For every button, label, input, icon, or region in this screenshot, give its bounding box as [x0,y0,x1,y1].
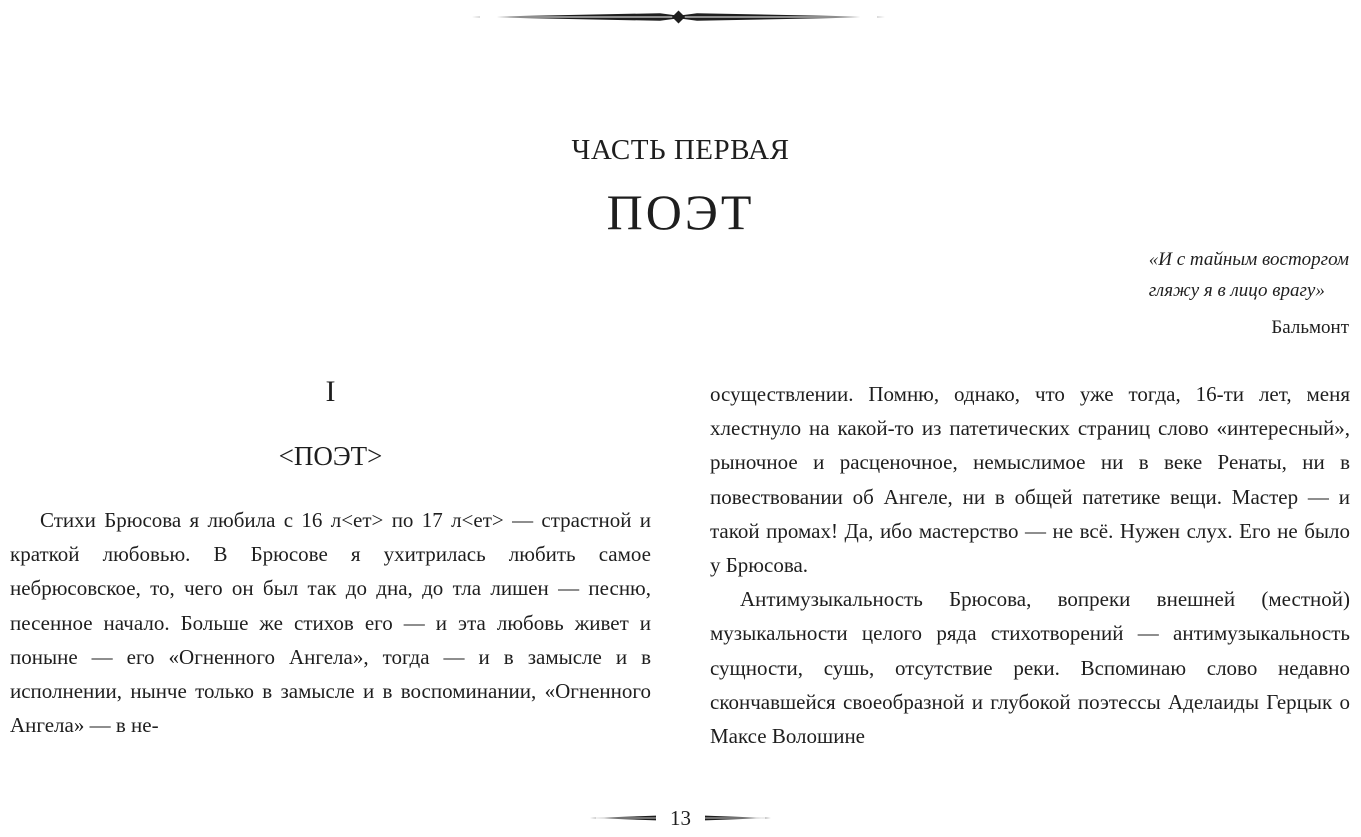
footer-ornament-right [705,813,771,823]
right-paragraph-2: Антимузыкальность Брюсова, вопреки внешней (местной) музыкальности целого ряда стихотворений — антимузыкальность сущности, сушь, отсутствие реки. Вспоминаю слово недавно скончавшейся своеобразной и глубокой поэтессы Аделаиды Герцык о Максе Волошине [710,587,1350,749]
right-paragraph-1: осуществлении. Помню, однако, что уже тогда, 16-ти лет, меня хлестнуло на какой-то из патетических страниц слово «интересный», рыночное и расценочное, немыслимое ни в веке Ренаты, ни в повествовании об Ангеле, ни в общей патетике вещи. Мастер — и такой промах! Да, ибо мастерство — не всё. Нужен слух. Его не было у Брюсова. [710,382,1350,578]
epigraph [1149,244,1349,343]
page-footer [0,803,1361,833]
part-title: ПОЭТ [606,184,755,240]
chapter-number: I [325,375,336,408]
page-number: 13 [670,806,691,830]
chapter-title: <ПОЭТ> [278,441,383,471]
epigraph-line-1: «И с тайным восторгом [1148,249,1349,270]
left-column [10,370,651,742]
left-paragraph-1: Стихи Брюсова я любила с 16 л<ет> по 17 л<ет> — страстной и краткой любовью. В Брюсове я ухитрилась любить самое небрюсовское, то, чего он был так до дна, до тла лишен — песню, песенное начало. Больше же стихов его — и эта любовь живет и поныне — его «Огненного Ангела», тогда — и в замысле и в исполнении, нынче только в замысле и в воспоминании, «Огненного Ангела» — в не- [10,508,651,738]
right-column [710,377,1350,753]
top-ornament [470,6,887,28]
epigraph-author: Бальмонт [1271,317,1349,338]
part-label: ЧАСТЬ ПЕРВАЯ [571,134,790,166]
footer-ornament-left [590,813,656,823]
epigraph-line-2: гляжу я в лицо врагу» [1148,280,1325,301]
